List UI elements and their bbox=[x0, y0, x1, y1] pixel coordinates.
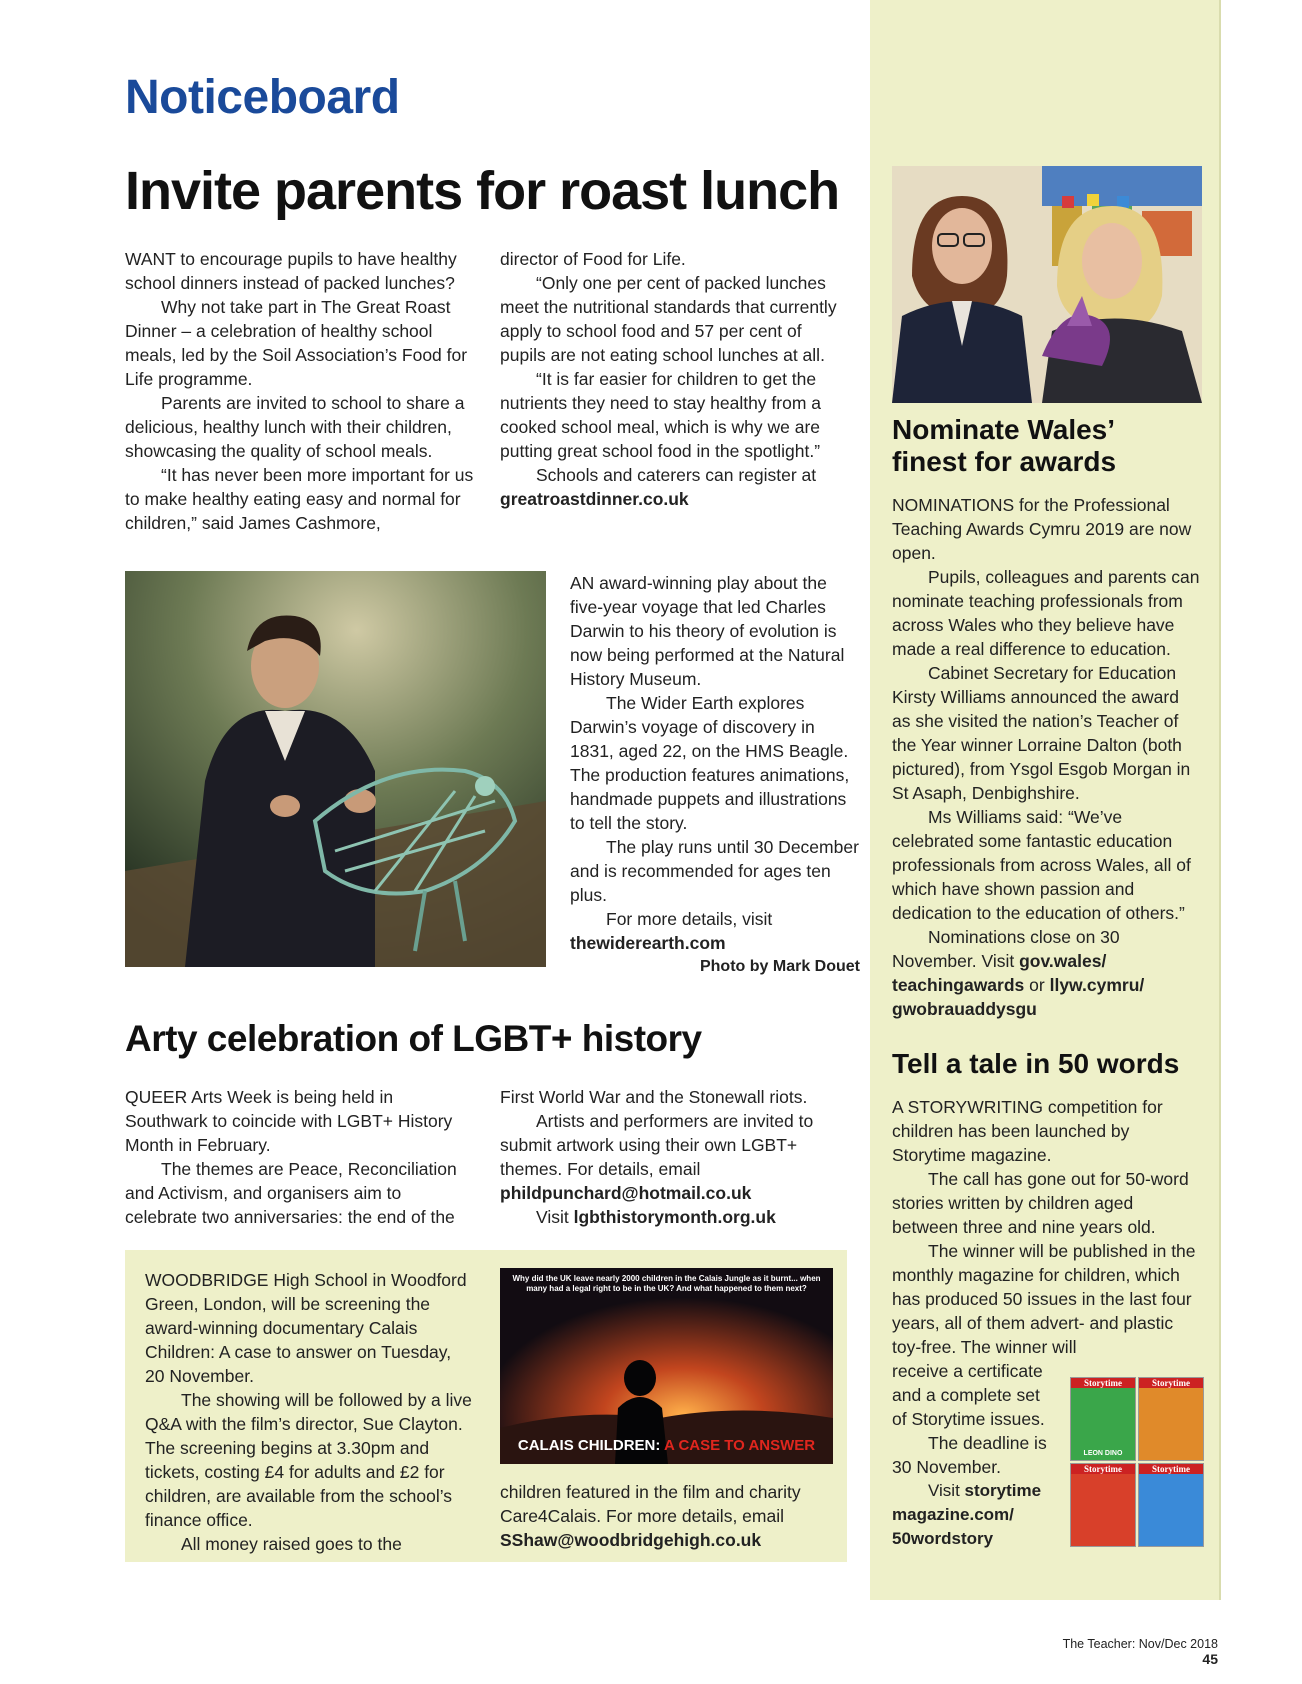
roast-para: “Only one per cent of packed lunches meet the nutritional standards that currently apply to school food and 57 per cent of pupils are not eating school lunches at all. bbox=[500, 273, 837, 365]
calais-para: WOODBRIDGE High School in Woodford Green, London, will be screening the award-winning documentary Calais Children: A case to answer on Tuesday, 20 November. bbox=[145, 1270, 467, 1386]
poster-title-accent: A CASE TO ANSWER bbox=[664, 1437, 816, 1454]
lgbt-column-1 bbox=[125, 1085, 475, 1229]
sidebar-divider bbox=[1219, 0, 1221, 1600]
lgbt-para: QUEER Arts Week is being held in Southwark to coincide with LGBT+ History Month in February. bbox=[125, 1087, 453, 1155]
awards-para: NOMINATIONS for the Professional Teaching Awards Cymru 2019 are now open. bbox=[892, 495, 1192, 563]
lgbt-column-2 bbox=[500, 1085, 850, 1229]
cover-title: Storytime bbox=[1139, 1378, 1203, 1388]
awards-para: Pupils, colleagues and parents can nominate teaching professionals from across Wales who they believe have made a real difference to education. bbox=[892, 567, 1200, 659]
lgbt-para: The themes are Peace, Reconciliation and Activism, and organisers aim to celebrate two anniversaries: the end of the bbox=[125, 1159, 457, 1227]
calais-para: All money raised goes to the bbox=[181, 1534, 402, 1554]
calais-para: children featured in the film and charity Care4Calais. For more details, email bbox=[500, 1482, 801, 1526]
storytime-cover bbox=[1138, 1377, 1204, 1461]
awards-or: or bbox=[1029, 975, 1045, 995]
storytime-cover bbox=[1138, 1463, 1204, 1547]
darwin-para: AN award-winning play about the five-year voyage that led Charles Darwin to his theory of evolution is now being performed at the Natural History Museum. bbox=[570, 573, 845, 689]
roast-para: Why not take part in The Great Roast Dinner – a celebration of healthy school meals, led by the Soil Association’s Food for Life programme. bbox=[125, 297, 468, 389]
story-narrow-text bbox=[892, 1359, 1057, 1551]
roast-para: director of Food for Life. bbox=[500, 249, 686, 269]
calais-para: The showing will be followed by a live Q&A with the film’s director, Sue Clayton. The screening begins at 3.30pm and tickets, costing £4 for adults and £2 for children, are available from the school’s finance office. bbox=[145, 1390, 472, 1530]
page-footer bbox=[1040, 1637, 1218, 1667]
lgbt-email-link[interactable]: phildpunchard@hotmail.co.uk bbox=[500, 1183, 752, 1203]
awards-article bbox=[892, 493, 1202, 1021]
story-headline: Tell a tale in 50 words bbox=[892, 1048, 1180, 1079]
roast-para: Schools and caterers can register at bbox=[536, 465, 817, 485]
darwin-para: The Wider Earth explores Darwin’s voyage of discovery in 1831, aged 22, on the HMS Beagle. The production features animations, handmade puppets and illustrations to tell the story. bbox=[570, 693, 850, 833]
cover-title: Storytime bbox=[1139, 1464, 1203, 1474]
calais-poster-illustration bbox=[500, 1268, 833, 1464]
calais-email-link[interactable]: SShaw@woodbridgehigh.co.uk bbox=[500, 1530, 762, 1550]
lgbt-para: First World War and the Stonewall riots. bbox=[500, 1087, 808, 1107]
lgbt-visit-label: Visit bbox=[536, 1207, 569, 1227]
storytime-cover bbox=[1070, 1463, 1136, 1547]
cover-tag: LEON DINO bbox=[1083, 1450, 1123, 1457]
gov-wales-link[interactable]: gov.wales/ teachingawards bbox=[892, 951, 1107, 995]
poster-title-main: CALAIS CHILDREN: bbox=[517, 1437, 661, 1454]
roast-headline: Invite parents for roast lunch bbox=[125, 161, 840, 221]
awards-photo bbox=[892, 166, 1202, 403]
section-title: Noticeboard bbox=[125, 71, 400, 124]
storytime-cover bbox=[1070, 1377, 1136, 1461]
darwin-para: The play runs until 30 December and is recommended for ages ten plus. bbox=[570, 837, 859, 905]
awards-para: Cabinet Secretary for Education Kirsty Williams announced the award as she visited the nation’s Teacher of the Year winner Lorraine Dalton (both pictured), from Ysgol Esgob Morgan in St Asaph, Denbighshire. bbox=[892, 663, 1191, 803]
roast-para: “It is far easier for children to get the nutrients they need to stay healthy from a cooked school meal, which is why we are putting great school food in the spotlight.” bbox=[500, 369, 822, 461]
lgbt-history-link[interactable]: lgbthistorymonth.org.uk bbox=[573, 1207, 776, 1227]
cover-title: Storytime bbox=[1071, 1378, 1135, 1388]
story-para: A STORYWRITING competition for children has been launched by Storytime magazine. bbox=[892, 1097, 1163, 1165]
page-number: 45 bbox=[1202, 1651, 1218, 1667]
story-para: The winner will be published in the monthly magazine for children, which has produced 50 issues in the last four years, all of them advert- and plastic toy-free. The winner will bbox=[892, 1241, 1196, 1357]
poster-question: Why did the UK leave nearly 2000 children in the Calais Jungle as it burnt... when many had a legal right to be in the UK? And what happened to them next? bbox=[512, 1274, 821, 1293]
darwin-article bbox=[570, 571, 860, 979]
photo-credit: Photo by Mark Douet bbox=[699, 958, 860, 975]
darwin-para: For more details, visit bbox=[606, 909, 773, 929]
lgbt-para: Artists and performers are invited to submit artwork using their own LGBT+ themes. For details, email bbox=[500, 1111, 814, 1179]
awards-photo-illustration bbox=[892, 166, 1202, 403]
story-para: The deadline is 30 November. bbox=[892, 1433, 1047, 1477]
story-article bbox=[892, 1095, 1202, 1359]
roast-column-2 bbox=[500, 247, 852, 511]
storytime-covers bbox=[1070, 1377, 1202, 1545]
story-para: receive a certificate and a complete set of Storytime issues. bbox=[892, 1361, 1045, 1429]
darwin-link[interactable]: thewiderearth.com bbox=[570, 933, 726, 953]
calais-column-2 bbox=[500, 1480, 850, 1552]
roast-link[interactable]: greatroastdinner.co.uk bbox=[500, 489, 689, 509]
lgbt-headline: Arty celebration of LGBT+ history bbox=[125, 1018, 702, 1059]
roast-para: Parents are invited to school to share a delicious, healthy lunch with their children, showcasing the quality of school meals. bbox=[125, 393, 465, 461]
calais-column-1 bbox=[145, 1268, 475, 1556]
story-para: The call has gone out for 50-word stories written by children aged between three and nine years old. bbox=[892, 1169, 1189, 1237]
footer-publication: The Teacher: Nov/Dec 2018 bbox=[1062, 1637, 1218, 1651]
darwin-photo-illustration bbox=[125, 571, 546, 967]
awards-para: Ms Williams said: “We’ve celebrated some fantastic education professionals from across Wales, all of which have shown passion and dedication to the education of others.” bbox=[892, 807, 1191, 923]
roast-para: “It has never been more important for us to make healthy eating easy and normal for children,” said James Cashmore, bbox=[125, 465, 474, 533]
darwin-photo bbox=[125, 571, 546, 967]
story-visit-label: Visit bbox=[928, 1481, 960, 1500]
cover-title: Storytime bbox=[1071, 1464, 1135, 1474]
awards-headline: Nominate Wales’ finest for awards bbox=[892, 414, 1117, 477]
awards-close-text: Nominations close on 30 November. Visit bbox=[892, 927, 1120, 971]
poster-title bbox=[500, 1437, 833, 1454]
calais-poster bbox=[500, 1268, 833, 1464]
roast-para: WANT to encourage pupils to have healthy school dinners instead of packed lunches? bbox=[125, 249, 457, 293]
llyw-cymru-link[interactable]: llyw.cymru/ gwobrauaddysgu bbox=[892, 975, 1145, 1019]
roast-column-1 bbox=[125, 247, 480, 535]
storytime-link[interactable]: storytime magazine.com/ 50wordstory bbox=[892, 1481, 1042, 1548]
